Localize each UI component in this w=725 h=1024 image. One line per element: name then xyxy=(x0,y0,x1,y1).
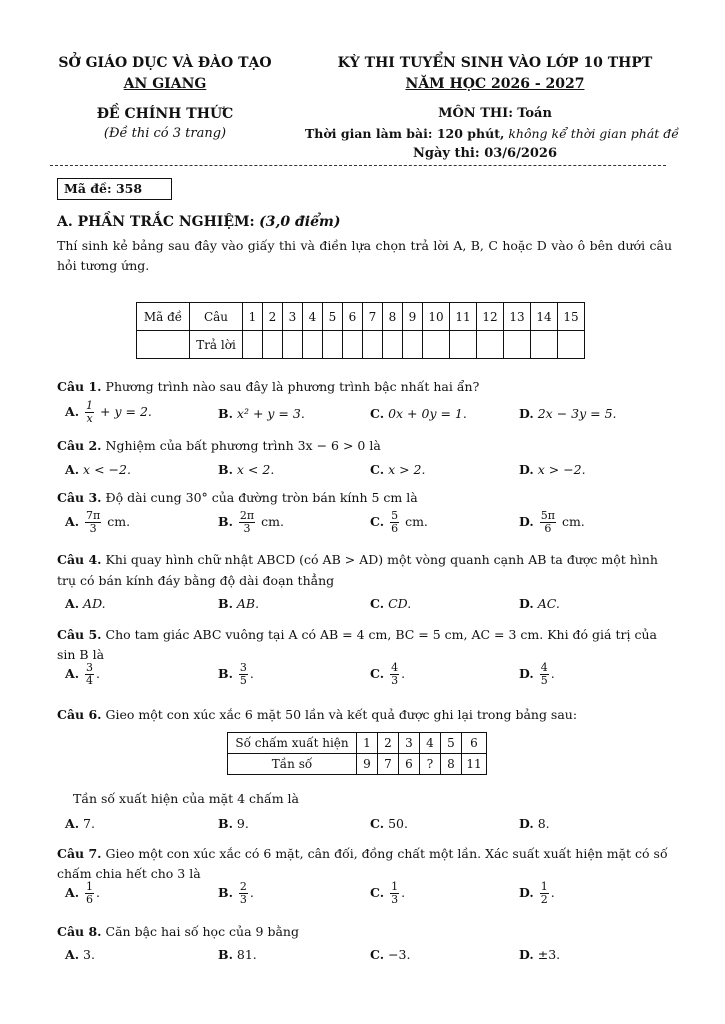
option-letter: C. xyxy=(370,462,385,477)
q5-option-b: B. $\frac{3}{5}$ . xyxy=(218,661,254,687)
fraction xyxy=(85,400,94,425)
q3-option-d xyxy=(519,510,585,535)
numerator: 2π xyxy=(239,509,255,522)
q5-option-a: A. $\frac{3}{4}$ . xyxy=(65,661,101,687)
dice-face: 6 xyxy=(462,733,487,754)
option-text: 81. xyxy=(236,947,257,962)
denominator: 3 xyxy=(391,893,399,906)
option-text: x > −2. xyxy=(537,462,586,477)
question-7 xyxy=(57,844,677,884)
option-letter: D. xyxy=(519,666,534,681)
option-text: x² + y = 3. xyxy=(236,406,305,421)
option-text: 9. xyxy=(236,816,249,831)
option-letter: D. xyxy=(519,514,534,529)
option-text: x < 2. xyxy=(236,462,275,477)
dice-face: 5 xyxy=(441,733,462,754)
dice-face: 1 xyxy=(357,733,378,754)
denominator: x xyxy=(86,412,93,425)
denominator: 3 xyxy=(89,522,97,535)
dice-table-header: Số chấm xuất hiện xyxy=(228,733,357,754)
dice-frequency: 6 xyxy=(399,754,420,775)
q6-option-c xyxy=(370,816,408,831)
q3-option-a xyxy=(65,510,130,535)
numerator: 5 xyxy=(391,509,399,522)
dice-frequency: ? xyxy=(420,754,441,775)
denominator: 2 xyxy=(540,893,548,906)
option-letter: B. xyxy=(218,462,233,477)
q3-option-b xyxy=(218,510,284,535)
q1-option-a xyxy=(65,400,152,425)
official-label: ĐỀ CHÍNH THỨC xyxy=(96,106,234,122)
q2-option-c xyxy=(370,462,425,477)
exam-title: KỲ THI TUYỂN SINH VÀO LỚP 10 THPT xyxy=(337,55,653,71)
subject-line xyxy=(300,106,690,121)
dice-face: 4 xyxy=(420,733,441,754)
option-letter: D. xyxy=(519,947,534,962)
dice-frequency: 7 xyxy=(378,754,399,775)
q7-option-b: B. $\frac{2}{3}$ . xyxy=(218,880,254,906)
q4-option-b xyxy=(218,596,259,611)
dice-frequency: 11 xyxy=(462,754,487,775)
q7-option-d: D. $\frac{1}{2}$ . xyxy=(519,880,555,906)
numerator: 7π xyxy=(86,509,101,522)
answer-cell xyxy=(423,331,450,359)
numerator: 5π xyxy=(540,509,555,522)
denominator: 6 xyxy=(391,522,399,535)
answer-grid-number: 3 xyxy=(283,303,303,331)
answer-grid-number: 10 xyxy=(423,303,450,331)
option-text: ±3. xyxy=(537,947,561,962)
question-4-label: Câu 4. xyxy=(57,552,102,567)
option-letter: A. xyxy=(65,816,80,831)
option-text: 50. xyxy=(388,816,408,831)
subject-value: Toán xyxy=(517,106,552,121)
numerator: 1 xyxy=(86,880,94,893)
answer-grid-number: 11 xyxy=(450,303,477,331)
department-name: SỞ GIÁO DỤC VÀ ĐÀO TẠO xyxy=(58,55,272,71)
option-letter: D. xyxy=(519,596,534,611)
option-text: CD. xyxy=(388,596,412,611)
q4-option-d xyxy=(519,596,560,611)
numerator: 1 xyxy=(540,880,548,893)
option-letter: B. xyxy=(218,666,233,681)
option-text: x > 2. xyxy=(388,462,426,477)
question-4-text: Khi quay hình chữ nhật ABCD (có AB > AD) một vòng quanh cạnh AB ta được một hình trụ có bán kính đáy bằng độ dài đoạn thẳng xyxy=(57,552,658,588)
answer-grid-number: 14 xyxy=(531,303,558,331)
fraction xyxy=(390,881,399,906)
answer-cell xyxy=(403,331,423,359)
answer-cell xyxy=(558,331,585,359)
option-text: + y = 2. xyxy=(100,404,152,419)
question-6-label: Câu 6. xyxy=(57,707,102,722)
question-3-text: Độ dài cung 30° của đường tròn bán kính 5 cm là xyxy=(105,490,418,505)
question-7-text: Gieo một con xúc xắc có 6 mặt, cân đối, đồng chất một lần. Xác suất xuất hiện mặt có số chấm chia hết cho 3 là xyxy=(57,846,668,881)
q7-option-a: A. $\frac{1}{6}$ . xyxy=(65,880,101,906)
option-letter: C. xyxy=(370,666,385,681)
denominator: 6 xyxy=(544,522,552,535)
answer-grid-number: 2 xyxy=(263,303,283,331)
answer-cell xyxy=(477,331,504,359)
answer-cell xyxy=(283,331,303,359)
q6-option-b xyxy=(218,816,249,831)
question-7-label: Câu 7. xyxy=(57,846,102,861)
option-letter: C. xyxy=(370,514,385,529)
option-text: AD. xyxy=(83,596,106,611)
dice-frequency: 9 xyxy=(357,754,378,775)
province-name: AN GIANG xyxy=(123,76,207,92)
exam-code-box: Mã đề: 358 xyxy=(57,178,172,200)
q7-option-c: C. $\frac{1}{3}$ . xyxy=(370,880,406,906)
answer-cell xyxy=(450,331,477,359)
q3-option-c xyxy=(370,510,428,535)
answer-cell xyxy=(303,331,323,359)
fraction xyxy=(239,881,248,906)
question-8-label: Câu 8. xyxy=(57,924,102,939)
numerator: 3 xyxy=(239,661,247,674)
numerator: 4 xyxy=(391,661,399,674)
answer-grid-number: 5 xyxy=(323,303,343,331)
denominator: 4 xyxy=(86,674,94,687)
option-text: x < −2. xyxy=(83,462,131,477)
q2-option-a xyxy=(65,462,131,477)
time-line xyxy=(305,126,700,141)
numerator: 1 xyxy=(391,880,399,893)
fraction xyxy=(390,662,399,687)
question-5-text: Cho tam giác ABC vuông tại A có AB = 4 cm, BC = 5 cm, AC = 3 cm. Khi đó giá trị của sin B là xyxy=(57,627,657,662)
q8-option-a xyxy=(65,947,95,962)
answer-cell xyxy=(323,331,343,359)
option-letter: A. xyxy=(65,666,80,681)
option-letter: A. xyxy=(65,947,80,962)
q5-option-c: C. $\frac{4}{3}$ . xyxy=(370,661,406,687)
fraction xyxy=(540,510,556,535)
q8-option-d xyxy=(519,947,560,962)
fraction xyxy=(85,881,94,906)
question-5-label: Câu 5. xyxy=(57,627,102,642)
dice-frequency: 8 xyxy=(441,754,462,775)
q5-option-d: D. $\frac{4}{5}$ . xyxy=(519,661,555,687)
question-6-text: Gieo một con xúc xắc 6 mặt 50 lần và kết quả được ghi lại trong bảng sau: xyxy=(105,707,578,722)
option-letter: D. xyxy=(519,885,534,900)
q2-option-b xyxy=(218,462,274,477)
school-year: NĂM HỌC 2026 - 2027 xyxy=(405,76,585,92)
option-text: 2x − 3y = 5. xyxy=(537,406,617,421)
denominator: 3 xyxy=(243,522,251,535)
section-a-heading xyxy=(57,214,340,230)
q4-option-c xyxy=(370,596,411,611)
option-letter: A. xyxy=(65,404,80,419)
option-text: 7. xyxy=(83,816,95,831)
numerator: 4 xyxy=(540,661,548,674)
denominator: 3 xyxy=(391,674,399,687)
option-letter: B. xyxy=(218,885,233,900)
section-a-points: (3,0 điểm) xyxy=(259,214,341,230)
q6-option-a xyxy=(65,816,95,831)
answer-grid-number: 8 xyxy=(383,303,403,331)
option-letter: A. xyxy=(65,596,80,611)
option-letter: B. xyxy=(218,947,233,962)
unit: cm. xyxy=(261,514,284,529)
answer-grid-number: 9 xyxy=(403,303,423,331)
option-text: AC. xyxy=(537,596,560,611)
option-letter: C. xyxy=(370,596,385,611)
answer-grid-number: 4 xyxy=(303,303,323,331)
answer-grid-number: 7 xyxy=(363,303,383,331)
question-2 xyxy=(57,437,677,455)
q8-option-b xyxy=(218,947,257,962)
option-letter: C. xyxy=(370,885,385,900)
dice-face: 2 xyxy=(378,733,399,754)
answer-cell xyxy=(383,331,403,359)
option-text: 8. xyxy=(537,816,550,831)
answer-cell xyxy=(263,331,283,359)
q2-option-d xyxy=(519,462,586,477)
unit: cm. xyxy=(405,514,428,529)
fraction xyxy=(85,662,94,687)
dice-face: 3 xyxy=(399,733,420,754)
fraction xyxy=(239,510,255,535)
option-letter: C. xyxy=(370,816,385,831)
option-letter: B. xyxy=(218,816,233,831)
numerator: 3 xyxy=(86,661,94,674)
question-5 xyxy=(57,625,677,665)
question-4 xyxy=(57,549,677,591)
answer-grid xyxy=(136,302,585,359)
section-a-title: A. PHẦN TRẮC NGHIỆM: xyxy=(57,214,255,230)
q1-option-d xyxy=(519,406,617,421)
option-letter: D. xyxy=(519,406,534,421)
fraction xyxy=(85,510,101,535)
answer-cell xyxy=(363,331,383,359)
fraction xyxy=(390,510,399,535)
numerator: 2 xyxy=(239,880,247,893)
option-letter: B. xyxy=(218,406,233,421)
question-1-text: Phương trình nào sau đây là phương trình bậc nhất hai ẩn? xyxy=(105,379,480,394)
fraction xyxy=(239,662,248,687)
question-6 xyxy=(57,706,677,724)
option-text: 0x + 0y = 1. xyxy=(388,406,467,421)
question-3 xyxy=(57,489,677,507)
option-letter: A. xyxy=(65,514,80,529)
header-divider xyxy=(50,165,666,166)
time-note: không kể thời gian phát đề xyxy=(508,126,679,141)
q6-option-d xyxy=(519,816,550,831)
denominator: 3 xyxy=(239,893,247,906)
option-letter: A. xyxy=(65,885,80,900)
q1-option-b xyxy=(218,406,305,421)
option-letter: D. xyxy=(519,816,534,831)
option-letter: B. xyxy=(218,596,233,611)
time-limit: Thời gian làm bài: 120 phút, xyxy=(305,126,505,141)
q4-option-a xyxy=(65,596,106,611)
option-text: 3. xyxy=(83,947,95,962)
unit: cm. xyxy=(561,514,585,529)
denominator: 5 xyxy=(540,674,548,687)
answer-grid-code-cell xyxy=(137,331,190,359)
option-letter: C. xyxy=(370,947,385,962)
exam-date: Ngày thi: 03/6/2026 xyxy=(413,146,558,161)
question-2-label: Câu 2. xyxy=(57,438,102,453)
q1-option-c xyxy=(370,406,467,421)
section-a-instruction: Thí sinh kẻ bảng sau đây vào giấy thi và điền lựa chọn trả lời A, B, C hoặc D vào ô bên dưới câu hỏi tương ứng. xyxy=(57,238,672,273)
answer-grid-question-header: Câu xyxy=(190,303,243,331)
question-2-text: Nghiệm của bất phương trình 3x − 6 > 0 là xyxy=(105,438,381,453)
answer-grid-number: 13 xyxy=(504,303,531,331)
unit: cm. xyxy=(107,514,131,529)
answer-cell xyxy=(243,331,263,359)
option-letter: D. xyxy=(519,462,534,477)
fraction xyxy=(540,662,549,687)
option-text: AB. xyxy=(236,596,260,611)
answer-grid-answer-label: Trả lời xyxy=(190,331,243,359)
denominator: 6 xyxy=(86,893,94,906)
answer-grid-number: 6 xyxy=(343,303,363,331)
dice-table-row-label: Tần số xyxy=(228,754,357,775)
answer-grid-code-header: Mã đề xyxy=(137,303,190,331)
question-1 xyxy=(57,378,677,396)
answer-grid-number: 15 xyxy=(558,303,585,331)
page-count-note: (Đề thi có 3 trang) xyxy=(103,126,227,141)
option-letter: B. xyxy=(218,514,233,529)
dice-frequency-table xyxy=(227,732,487,775)
question-3-label: Câu 3. xyxy=(57,490,102,505)
denominator: 5 xyxy=(239,674,247,687)
option-letter: C. xyxy=(370,406,385,421)
answer-cell xyxy=(531,331,558,359)
answer-cell xyxy=(343,331,363,359)
question-1-label: Câu 1. xyxy=(57,379,102,394)
fraction xyxy=(540,881,549,906)
answer-grid-number: 1 xyxy=(243,303,263,331)
question-6-subtext: Tần số xuất hiện của mặt 4 chấm là xyxy=(73,791,299,806)
question-8-text: Căn bậc hai số học của 9 bằng xyxy=(105,924,299,939)
subject-label: MÔN THI: xyxy=(438,106,514,121)
numerator: 1 xyxy=(86,399,94,412)
question-8 xyxy=(57,923,677,941)
option-letter: A. xyxy=(65,462,80,477)
answer-cell xyxy=(504,331,531,359)
q8-option-c xyxy=(370,947,410,962)
option-text: −3. xyxy=(388,947,411,962)
answer-grid-number: 12 xyxy=(477,303,504,331)
